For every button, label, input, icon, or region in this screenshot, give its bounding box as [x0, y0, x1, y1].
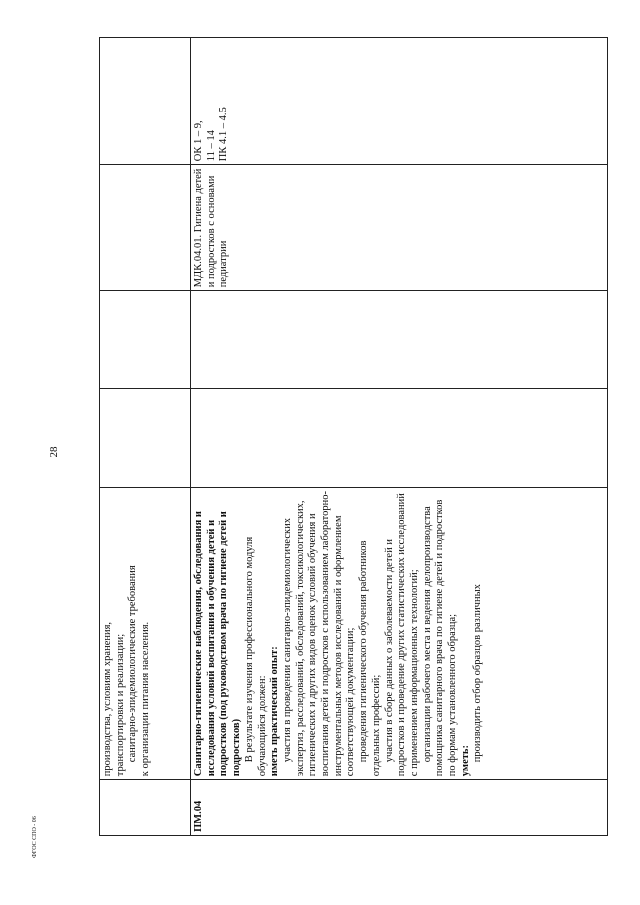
page-number: 28 — [48, 446, 60, 458]
skills-heading: уметь: — [459, 745, 471, 777]
table-row — [191, 38, 608, 836]
curriculum-table — [99, 37, 608, 836]
continuation-line: к организации питания населения. — [140, 621, 152, 777]
cell-empty — [100, 389, 191, 487]
practical-item: организации рабочего места и ведения делопроизводства помощника санитарного врача по гигиене детей и подростков по формам установленного образца; — [421, 499, 459, 777]
continuation-line: санитарно-эпидемиологические требования — [127, 565, 139, 763]
mdk-text: МДК.04.01. Гигиена детей и подростков с основами педиатрии — [193, 168, 230, 288]
module-intro: В результате изучения профессионального модуля обучающийся должен: — [243, 536, 268, 777]
cell-code-empty — [100, 780, 191, 836]
module-code: ПМ.04 — [191, 780, 608, 836]
continuation-line: транспортировки и реализации; — [114, 633, 126, 777]
cell-continuation-text — [100, 487, 191, 780]
table-rotation-wrapper — [99, 37, 611, 836]
cell-empty — [191, 291, 608, 389]
skills-item: производить отбор образцов различных — [472, 584, 484, 763]
rotated-table-sheet — [99, 37, 484, 836]
continuation-line: производства, условиям хранения, — [102, 621, 113, 777]
table-row — [100, 38, 191, 836]
competency-line: ПК 4.1 – 4.5 — [218, 107, 230, 162]
competency-line: 11 – 14 — [205, 130, 217, 162]
practical-heading: иметь практический опыт: — [269, 646, 281, 777]
document-footer: ФГОС СПО - 06 — [32, 816, 38, 858]
cell-empty — [191, 389, 608, 487]
cell-empty — [100, 165, 191, 291]
module-title: Санитарно-гигиенические наблюдения, обследования и исследования условий воспитания и обучения детей и подростков (под руководством врача по гигиене детей и подростков) — [193, 511, 243, 777]
practical-item: участия в сборе данных о заболеваемости детей и подростков и проведение других статистических исследований с применением информационных технологий; — [383, 493, 420, 777]
cell-empty — [100, 38, 191, 165]
cell-empty — [100, 291, 191, 389]
practical-item: участия в проведении санитарно-эпидемиологических экспертиз, расследований, обследований, токсикологических, гигиенических и других видов оценок условий обучения и воспитания детей и подростков с использованием лабораторно-инструментальных методов исследований и оформлением соответствующей документации; — [281, 491, 357, 777]
competencies-cell — [191, 38, 608, 165]
mdk-cell — [191, 165, 608, 291]
practical-item: проведения гигиенического обучения работников отдельных профессий; — [358, 540, 382, 777]
module-description — [191, 487, 608, 780]
competency-line: ОК 1 – 9, — [193, 120, 204, 162]
